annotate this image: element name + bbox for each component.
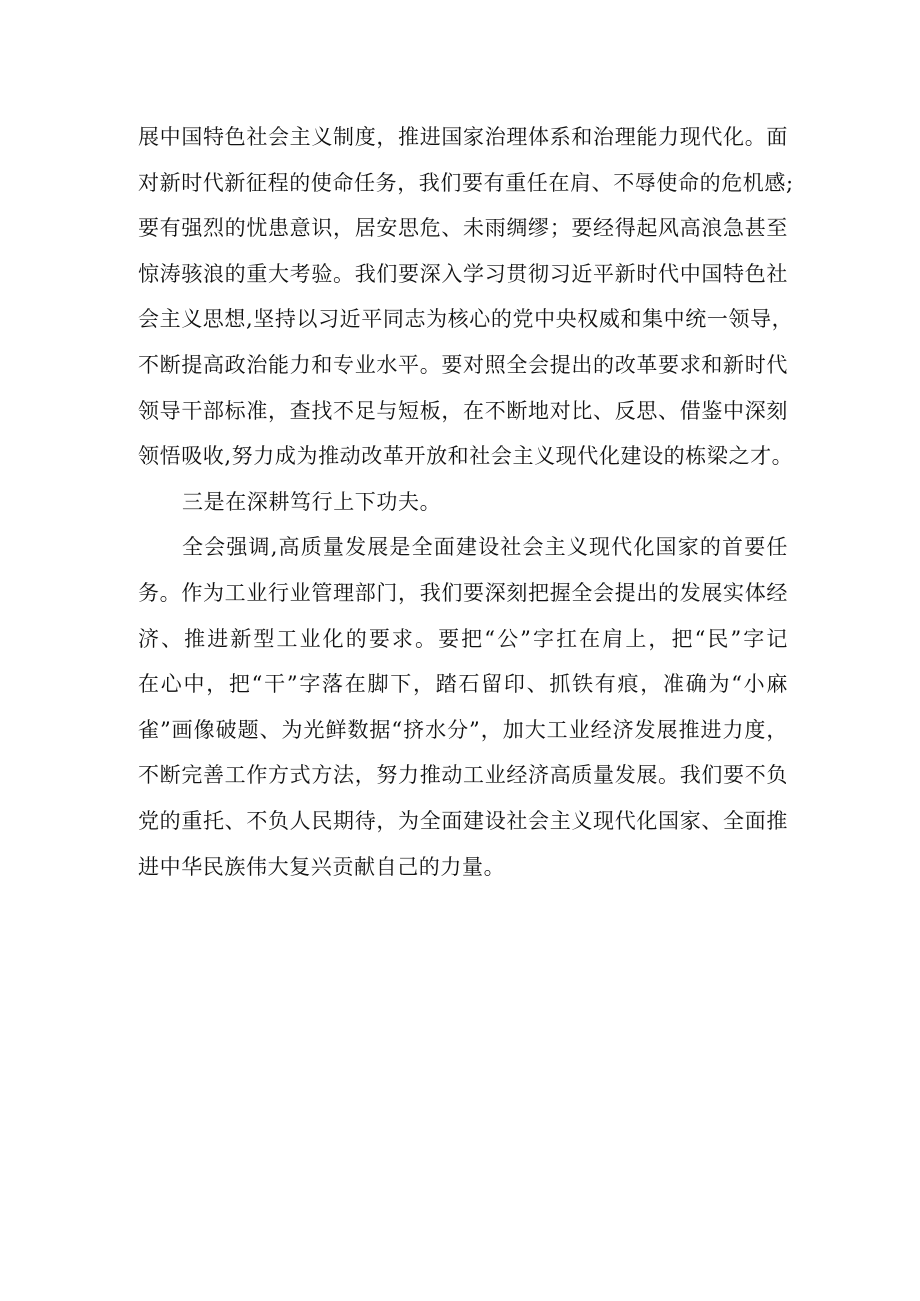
text-line: 全会强调,高质量发展是全面建设社会主义现代化国家的首要任 xyxy=(182,535,788,560)
document-body xyxy=(138,115,794,890)
text-line: 要有强烈的忧患意识，居安思危、未雨绸缪；要经得起风高浪急甚至 xyxy=(138,216,788,241)
text-line: 雀”画像破题、为光鲜数据“挤水分”，加大工业经济发展推进力度， xyxy=(138,717,788,742)
text-line: 展中国特色社会主义制度，推进国家治理体系和治理能力现代化。面 xyxy=(138,125,788,149)
text-line: 不断提高政治能力和专业水平。要对照全会提出的改革要求和新时代 xyxy=(138,352,788,377)
text-line: 不断完善工作方式方法，努力推动工业经济高质量发展。我们要不负 xyxy=(138,763,788,788)
text-line: 进中华民族伟大复兴贡献自己的力量。 xyxy=(138,854,506,879)
text-line: 在心中，把“干”字落在脚下，踏石留印、抓铁有痕，准确为“小麻 xyxy=(138,672,788,697)
section-heading-3: 三是在深耕笃行上下功夫。 xyxy=(182,489,442,514)
text-line: 党的重托、不负人民期待，为全面建设社会主义现代化国家、全面推 xyxy=(138,808,788,833)
text-line: 会主义思想,坚持以习近平同志为核心的党中央权威和集中统一领导， xyxy=(138,307,794,332)
text-line: 惊涛骇浪的重大考验。我们要深入学习贯彻习近平新时代中国特色社 xyxy=(138,261,788,286)
paragraph-1 xyxy=(138,115,794,480)
text-line: 对新时代新征程的使命任务，我们要有重任在肩、不辱使命的危机感; xyxy=(138,170,794,195)
text-line: 济、推进新型工业化的要求。要把“公”字扛在肩上，把“民”字记 xyxy=(138,626,788,651)
paragraph-2 xyxy=(138,525,788,890)
text-line: 务。作为工业行业管理部门，我们要深刻把握全会提出的发展实体经 xyxy=(138,580,788,605)
text-line: 领导干部标准，查找不足与短板，在不断地对比、反思、借鉴中深刻 xyxy=(138,398,788,423)
text-line: 领悟吸收,努力成为推动改革开放和社会主义现代化建设的栋梁之才。 xyxy=(138,444,794,469)
